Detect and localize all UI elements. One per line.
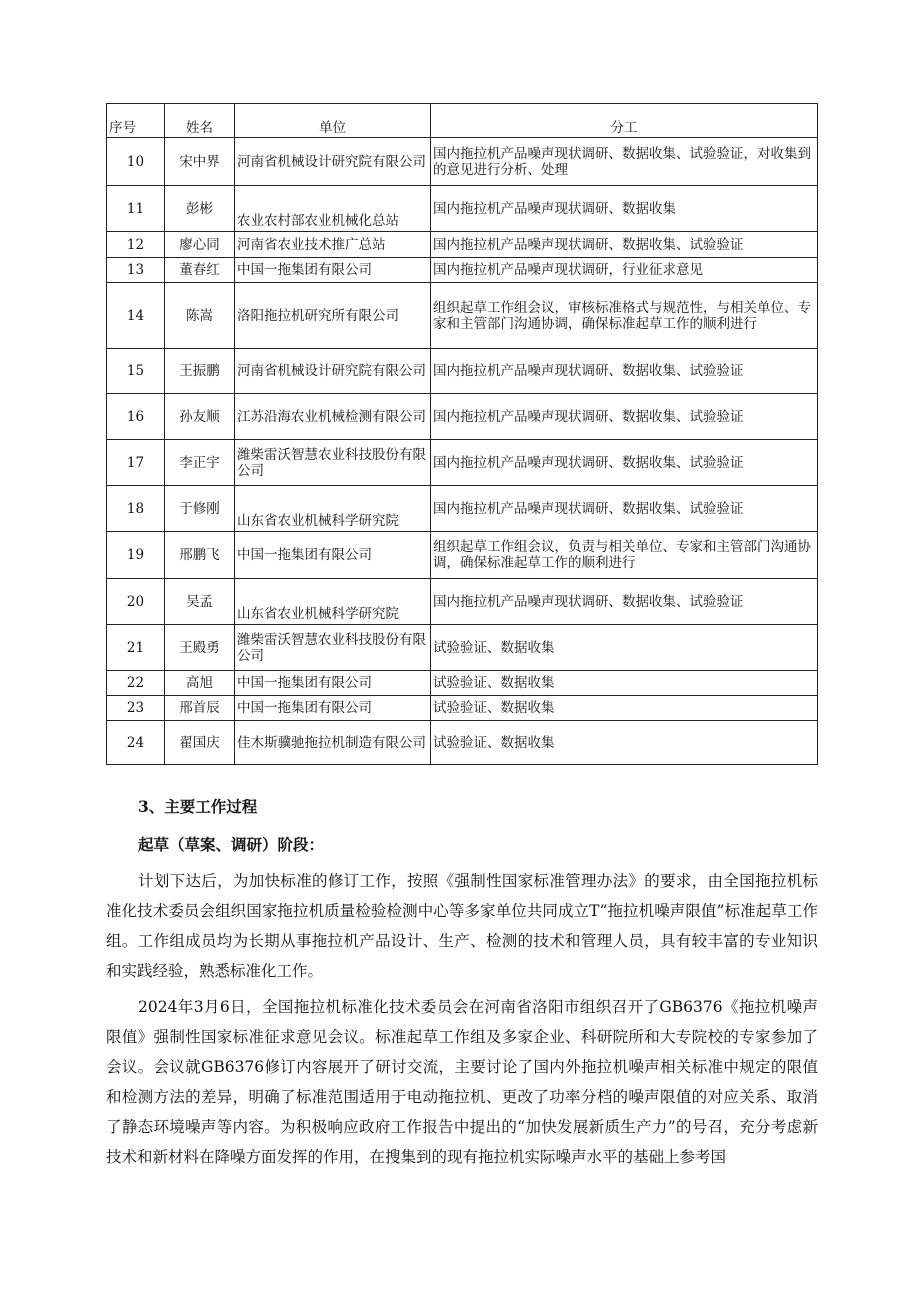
cell-unit: 中国一拖集团有限公司 (235, 696, 431, 721)
cell-no: 23 (107, 696, 165, 721)
cell-unit: 河南省机械设计研究院有限公司 (235, 138, 431, 186)
cell-duty: 试验验证、数据收集 (431, 696, 818, 721)
table-row (107, 394, 818, 440)
cell-no: 16 (107, 394, 165, 440)
cell-unit: 中国一拖集团有限公司 (235, 532, 431, 579)
cell-unit: 中国一拖集团有限公司 (235, 671, 431, 696)
section-subtitle: 起草（草案、调研）阶段： (138, 835, 325, 854)
cell-unit: 潍柴雷沃智慧农业科技股份有限公司 (235, 625, 431, 671)
cell-name: 李正宇 (165, 440, 235, 486)
table-row (107, 696, 818, 721)
cell-name: 陈嵩 (165, 283, 235, 349)
cell-duty: 国内拖拉机产品噪声现状调研、数据收集 (431, 186, 818, 232)
cell-no: 17 (107, 440, 165, 486)
table-row (107, 283, 818, 349)
cell-name: 宋中界 (165, 138, 235, 186)
cell-no: 19 (107, 532, 165, 579)
cell-unit: 山东省农业机械科学研究院 (235, 579, 431, 625)
cell-duty: 组织起草工作组会议，负责与相关单位、专家和主管部门沟通协调，确保标准起草工作的顺利进行 (431, 532, 818, 579)
cell-no: 18 (107, 486, 165, 532)
cell-no: 11 (107, 186, 165, 232)
cell-unit: 洛阳拖拉机研究所有限公司 (235, 283, 431, 349)
cell-duty: 国内拖拉机产品噪声现状调研、数据收集、试验验证 (431, 232, 818, 258)
cell-name: 高旭 (165, 671, 235, 696)
cell-duty: 组织起草工作组会议，审核标准格式与规范性，与相关单位、专家和主管部门沟通协调，确保标准起草工作的顺利进行 (431, 283, 818, 349)
cell-duty: 试验验证、数据收集 (431, 625, 818, 671)
header-no: 序号 (107, 104, 165, 138)
cell-unit: 中国一拖集团有限公司 (235, 258, 431, 283)
cell-duty: 国内拖拉机产品噪声现状调研、数据收集、试验验证 (431, 349, 818, 394)
cell-name: 吴孟 (165, 579, 235, 625)
cell-name: 王振鹏 (165, 349, 235, 394)
cell-no: 12 (107, 232, 165, 258)
table-row (107, 440, 818, 486)
cell-name: 彭彬 (165, 186, 235, 232)
table-row (107, 232, 818, 258)
table-row (107, 349, 818, 394)
cell-unit: 潍柴雷沃智慧农业科技股份有限公司 (235, 440, 431, 486)
cell-no: 22 (107, 671, 165, 696)
header-unit: 单位 (235, 104, 431, 138)
table-row (107, 721, 818, 765)
cell-name: 孙友顺 (165, 394, 235, 440)
cell-name: 翟国庆 (165, 721, 235, 765)
cell-duty: 国内拖拉机产品噪声现状调研、数据收集、试验验证 (431, 394, 818, 440)
cell-name: 于修刚 (165, 486, 235, 532)
cell-unit: 河南省机械设计研究院有限公司 (235, 349, 431, 394)
cell-unit: 山东省农业机械科学研究院 (235, 486, 431, 532)
cell-duty: 国内拖拉机产品噪声现状调研、数据收集、试验验证 (431, 579, 818, 625)
table-header-row (107, 104, 818, 138)
cell-duty: 国内拖拉机产品噪声现状调研、数据收集、试验验证 (431, 486, 818, 532)
cell-no: 10 (107, 138, 165, 186)
cell-name: 董春红 (165, 258, 235, 283)
cell-duty: 国内拖拉机产品噪声现状调研、数据收集、试验验证，对收集到的意见进行分析、处理 (431, 138, 818, 186)
section-title: 3、主要工作过程 (138, 797, 258, 816)
drafting-group-table (106, 103, 818, 765)
cell-no: 24 (107, 721, 165, 765)
cell-no: 21 (107, 625, 165, 671)
cell-name: 廖心同 (165, 232, 235, 258)
table-row (107, 579, 818, 625)
cell-name: 邢首辰 (165, 696, 235, 721)
paragraph: 计划下达后，为加快标准的修订工作，按照《强制性国家标准管理办法》的要求，由全国拖拉机标准化技术委员会组织国家拖拉机质量检验检测中心等多家单位共同成立T“拖拉机噪声限值”标准起草工作组。工作组成员均为长期从事拖拉机产品设计、生产、检测的技术和管理人员，具有较丰富的专业知识和实践经验，熟悉标准化工作。 (106, 872, 818, 980)
header-duty: 分工 (431, 104, 818, 138)
cell-duty: 试验验证、数据收集 (431, 721, 818, 765)
cell-unit: 河南省农业技术推广总站 (235, 232, 431, 258)
cell-unit: 佳木斯骥驰拖拉机制造有限公司 (235, 721, 431, 765)
cell-no: 20 (107, 579, 165, 625)
paragraph: 2024年3月6日，全国拖拉机标准化技术委员会在河南省洛阳市组织召开了GB6376《拖拉机噪声限值》强制性国家标准征求意见会议。标准起草工作组及多家企业、科研院所和大专院校的专家参加了会议。会议就GB6376修订内容展开了研讨交流，主要讨论了国内外拖拉机噪声相关标准中规定的限值和检测方法的差异，明确了标准范围适用于电动拖拉机、更改了功率分档的噪声限值的对应关系、取消了静态环境噪声等内容。为积极响应政府工作报告中提出的“加快发展新质生产力”的号召，充分考虑新技术和新材料在降噪方面发挥的作用，在搜集到的现有拖拉机实际噪声水平的基础上参考国 (106, 998, 818, 1166)
table-row (107, 186, 818, 232)
table-row (107, 671, 818, 696)
table-row (107, 258, 818, 283)
cell-unit: 江苏沿海农业机械检测有限公司 (235, 394, 431, 440)
cell-no: 13 (107, 258, 165, 283)
table-row (107, 486, 818, 532)
table-row (107, 138, 818, 186)
cell-duty: 试验验证、数据收集 (431, 671, 818, 696)
work-process-section (106, 788, 818, 1178)
table-row (107, 532, 818, 579)
header-name: 姓名 (165, 104, 235, 138)
cell-no: 14 (107, 283, 165, 349)
cell-no: 15 (107, 349, 165, 394)
cell-unit: 农业农村部农业机械化总站 (235, 186, 431, 232)
cell-duty: 国内拖拉机产品噪声现状调研，行业征求意见 (431, 258, 818, 283)
cell-duty: 国内拖拉机产品噪声现状调研、数据收集、试验验证 (431, 440, 818, 486)
table-row (107, 625, 818, 671)
cell-name: 王殿勇 (165, 625, 235, 671)
cell-name: 邢鹏飞 (165, 532, 235, 579)
